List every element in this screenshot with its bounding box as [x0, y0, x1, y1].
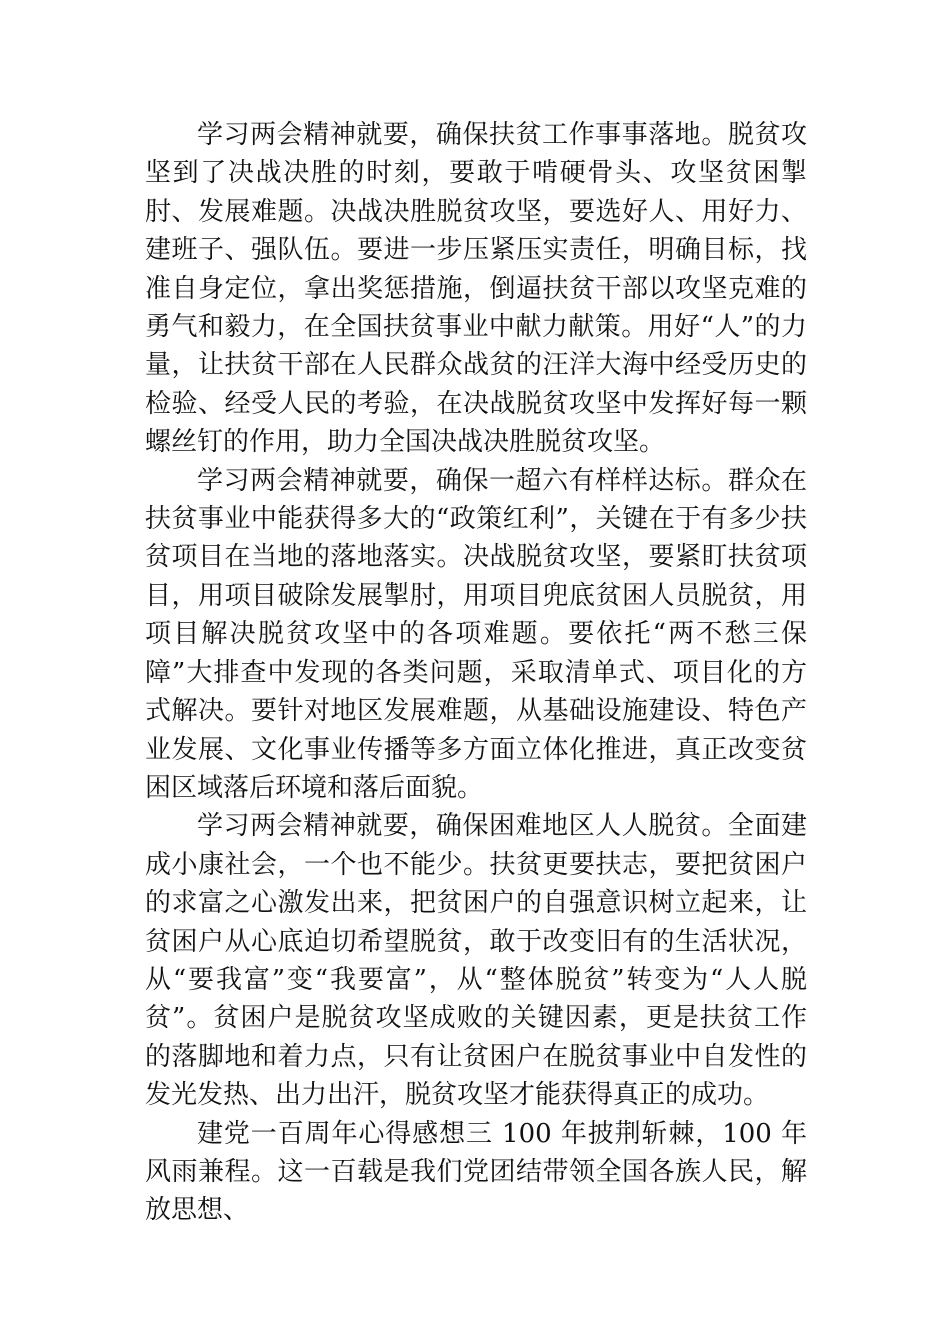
paragraph-3: 学习两会精神就要，确保困难地区人人脱贫。全面建成小康社会，一个也不能少。扶贫更要扶志，要把贫困户的求富之心激发出来，把贫困户的自强意识树立起来，让贫困户从心底迫切希望脱贫，敢于改变旧有的生活状况，从“要我富”变“我要富”，从“整体脱贫”转变为“人人脱贫”。贫困户是脱贫攻坚成败的关键因素，更是扶贫工作的落脚地和着力点，只有让贫困户在脱贫事业中自发性的发光发热、出力出汗，脱贫攻坚才能获得真正的成功。 — [145, 811, 807, 1111]
document-body — [145, 116, 807, 1230]
paragraph-1: 学习两会精神就要，确保扶贫工作事事落地。脱贫攻坚到了决战决胜的时刻，要敢于啃硬骨头、攻坚贫困掣肘、发展难题。决战决胜脱贫攻坚，要选好人、用好力、建班子、强队伍。要进一步压紧压实责任，明确目标，找准自身定位，拿出奖惩措施，倒逼扶贫干部以攻坚克难的勇气和毅力，在全国扶贫事业中献力献策。用好“人”的力量，让扶贫干部在人民群众战贫的汪洋大海中经受历史的检验、经受人民的考验，在决战脱贫攻坚中发挥好每一颗螺丝钉的作用，助力全国决战决胜脱贫攻坚。 — [145, 120, 807, 458]
paragraph-4: 建党一百周年心得感想三 100 年披荆斩棘，100 年风雨兼程。这一百载是我们党团结带领全国各族人民，解放思想、 — [145, 1118, 807, 1226]
paragraph-2: 学习两会精神就要，确保一超六有样样达标。群众在扶贫事业中能获得多大的“政策红利”，关键在于有多少扶贫项目在当地的落地落实。决战脱贫攻坚，要紧盯扶贫项目，用项目破除发展掣肘，用项目兜底贫困人员脱贫，用项目解决脱贫攻坚中的各项难题。要依托“两不愁三保障”大排查中发现的各类问题，采取清单式、项目化的方式解决。要针对地区发展难题，从基础设施建设、特色产业发展、文化事业传播等多方面立体化推进，真正改变贫困区域落后环境和落后面貌。 — [145, 465, 807, 803]
